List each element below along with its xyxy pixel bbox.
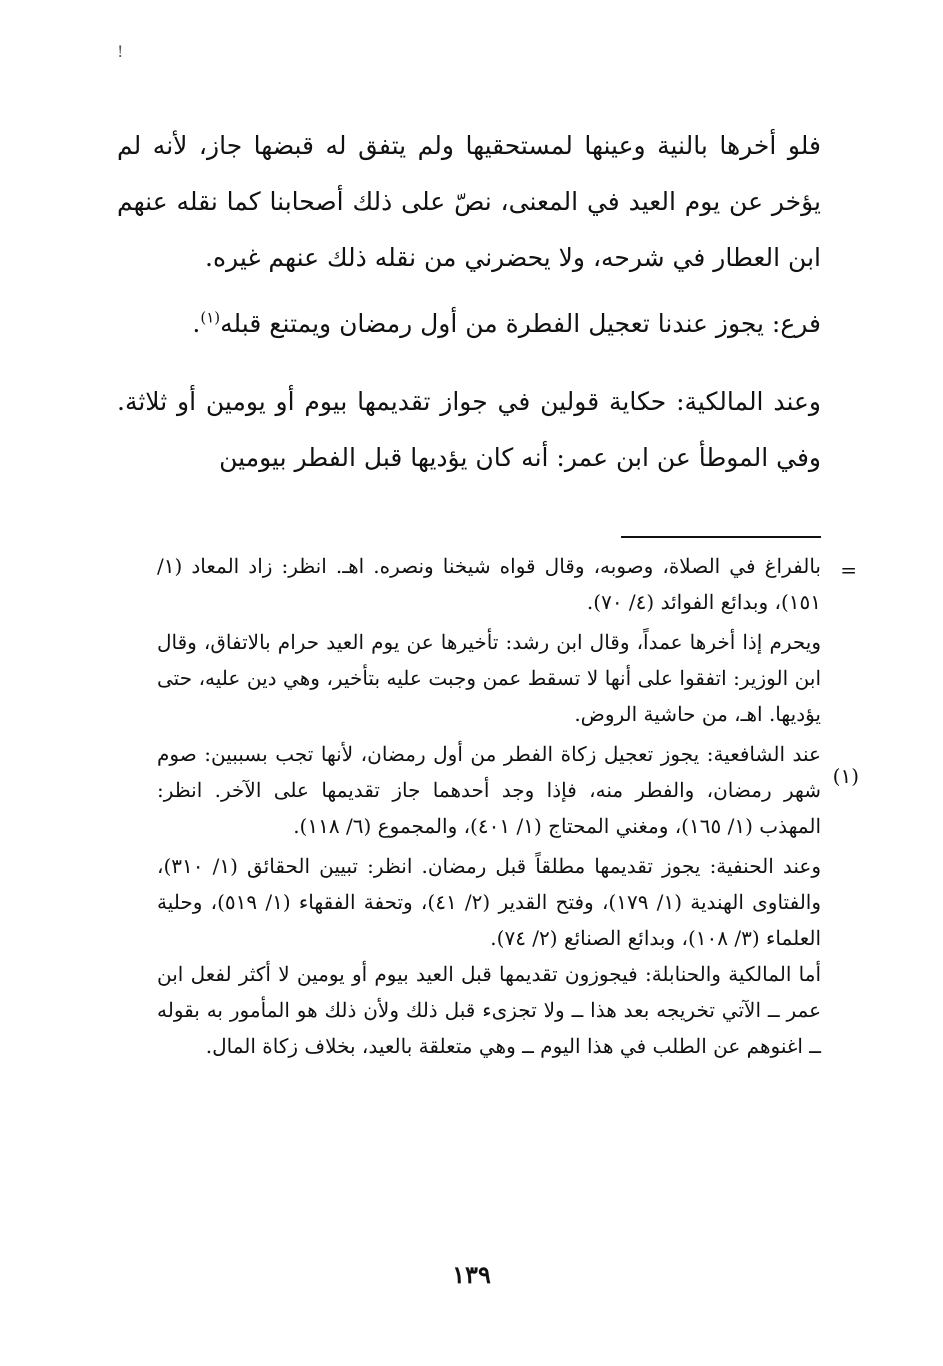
paragraph-2 — [117, 296, 821, 352]
footnotes — [157, 548, 821, 1064]
paragraph-2-text: فرع: يجوز عندنا تعجيل الفطرة من أول رمضان ويمتنع قبله — [220, 309, 821, 338]
footnote-continued-2: ويحرم إذا أخرها عمداً، وقال ابن رشد: تأخيرها عن يوم العيد حرام بالاتفاق، وقال ابن الوزير: اتفقوا على أنها لا تسقط عمن وجبت عليه بتأخير، وهي دين عليه، حتى يؤديها. اهـ، من حاشية الروض. — [157, 630, 822, 726]
paragraph-2-end: . — [192, 309, 201, 338]
page-number: ١٣٩ — [452, 1260, 491, 1289]
footnote-reference[interactable]: (١) — [200, 308, 221, 327]
footnote-number: (١) — [832, 764, 859, 788]
footnote-1-maliki: أما المالكية والحنابلة: فيجوزون تقديمها قبل العيد بيوم أو يومين لا أكثر لفعل ابن عمر ــ الآتي تخريجه بعد هذا ــ ولا تجزىء قبل ذلك ولأن ذلك هو المأمور به بقوله ــ اغنوهم عن الطلب في هذا اليوم ــ وهي متعلقة بالعيد، بخلاف زكاة المال. — [157, 962, 821, 1058]
margin-mark: ! — [117, 42, 124, 61]
footnote-continued-1: بالفراغ في الصلاة، وصوبه، وقال قواه شيخنا ونصره. اهـ. انظر: زاد المعاد (١/ ١٥١)، وبدائع الفوائد (٤/ ٧٠). — [157, 554, 821, 614]
footnote-1-hanafi: وعند الحنفية: يجوز تقديمها مطلقاً قبل رمضان. انظر: تبيين الحقائق (١/ ٣١٠)، والفتاوى الهندية (١/ ١٧٩)، وفتح القدير (٢/ ٤١)، وتحفة الفقهاء (١/ ٥١٩)، وحلية العلماء (٣/ ١٠٨)، وبدائع الصنائع (٢/ ٧٤). — [157, 854, 822, 950]
paragraph-1: فلو أخرها بالنية وعينها لمستحقيها ولم يتفق له قبضها جاز، لأنه لم يؤخر عن يوم العيد في المعنى، نصّ على ذلك أصحابنا كما نقله عنهم ابن العطار في شرحه، ولا يحضرني من نقله ذلك عنهم غيره. — [117, 131, 821, 272]
main-text — [117, 118, 821, 486]
footnote-1-shafii: عند الشافعية: يجوز تعجيل زكاة الفطر من أول رمضان، لأنها تجب بسببين: صوم شهر رمضان، والفطر منه، فإذا وجد أحدهما جاز تقديمها على الآخر. انظر: المهذب (١/ ١٦٥)، ومغني المحتاج (١/ ٤٠١)، والمجموع (٦/ ١١٨). — [157, 742, 821, 838]
footnote-continuation-mark: = — [840, 558, 857, 582]
paragraph-3: وعند المالكية: حكاية قولين في جواز تقديمها بيوم أو يومين أو ثلاثة. وفي الموطأ عن ابن عمر: أنه كان يؤديها قبل الفطر بيومين — [117, 387, 821, 472]
footnote-separator — [621, 536, 821, 538]
